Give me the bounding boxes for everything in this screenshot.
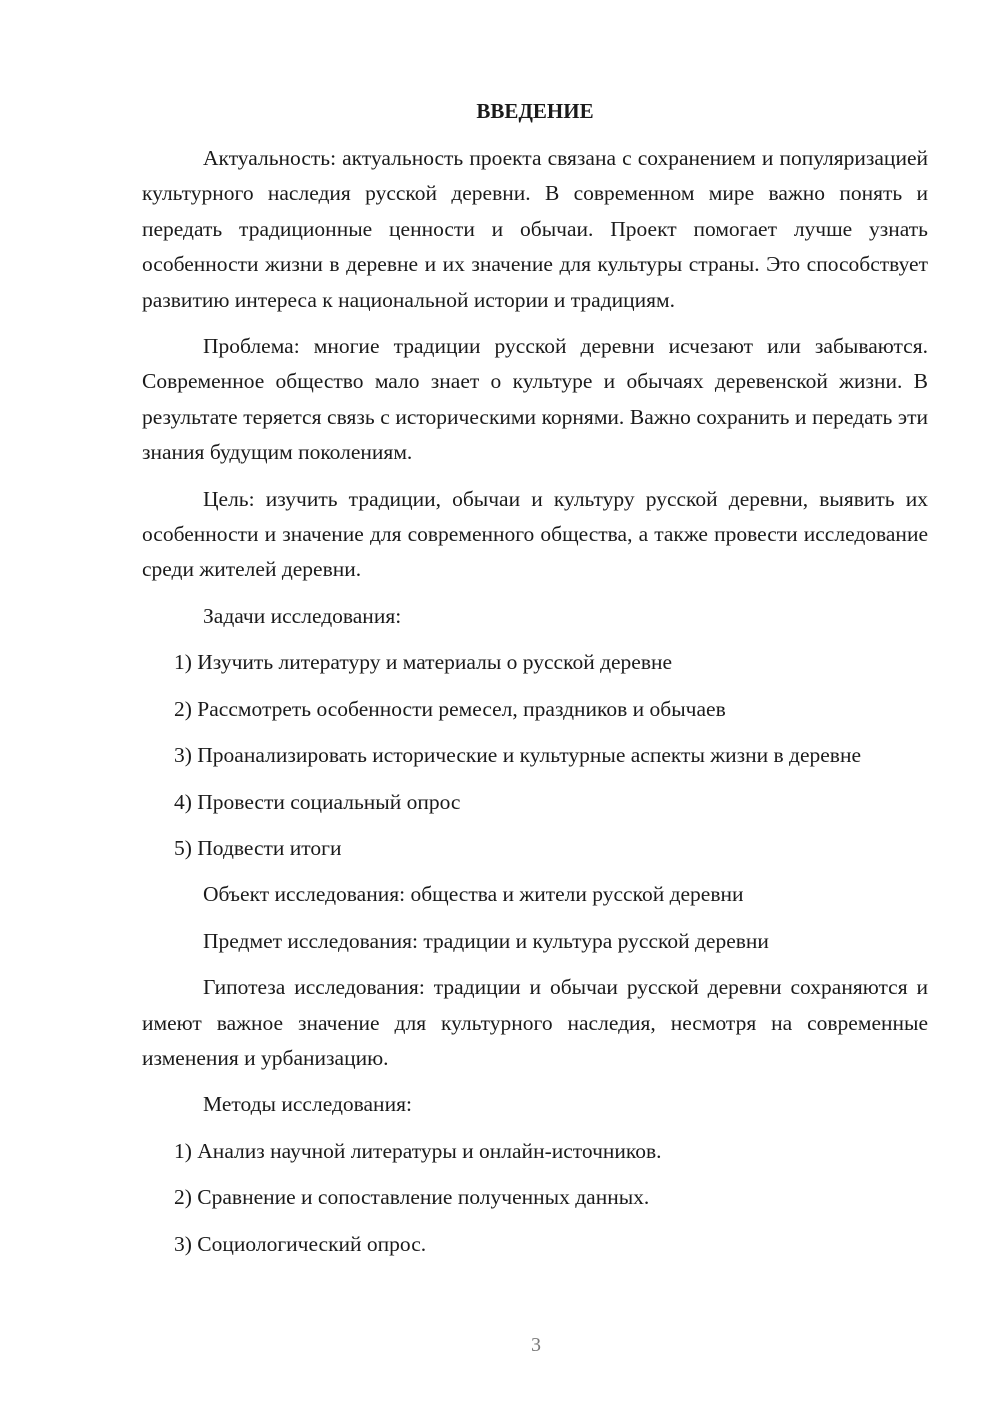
task-item: 5) Подвести итоги (174, 835, 342, 860)
method-item: 2) Сравнение и сопоставление полученных данных. (174, 1185, 650, 1210)
task-item: 3) Проанализировать исторические и культурные аспекты жизни в деревне (174, 743, 862, 768)
task-item: 2) Рассмотреть особенности ремесел, праздников и обычаев (174, 696, 726, 721)
problem-paragraph: Проблема: многие традиции русской деревни исчезают или забываются. Современное общество мало знает о культуре и обычаях деревенской жизни. В результате теряется связь с историческими корнями. Важно сохранить и передать эти знания будущим поколениям. (142, 334, 928, 465)
page-number: 3 (531, 1334, 541, 1356)
method-item: 1) Анализ научной литературы и онлайн-источников. (174, 1138, 662, 1163)
task-item: 4) Провести социальный опрос (174, 789, 461, 814)
document-body (142, 141, 928, 1273)
goal-paragraph: Цель: изучить традиции, обычаи и культуру русской деревни, выявить их особенности и значение для современного общества, а также провести исследование среди жителей деревни. (142, 486, 928, 582)
hypothesis-paragraph: Гипотеза исследования: традиции и обычаи русской деревни сохраняются и имеют важное значение для культурного наследия, несмотря на современные изменения и урбанизацию. (142, 975, 928, 1070)
methods-heading: Методы исследования: (203, 1092, 412, 1117)
research-object: Объект исследования: общества и жители русской деревни (203, 882, 744, 907)
research-subject: Предмет исследования: традиции и культура русской деревни (203, 928, 769, 953)
task-item: 1) Изучить литературу и материалы о русской деревне (174, 650, 673, 675)
tasks-heading: Задачи исследования: (203, 603, 402, 628)
page-title: ВВЕДЕНИЕ (476, 99, 594, 123)
relevance-paragraph: Актуальность: актуальность проекта связана с сохранением и популяризацией культурного наследия русской деревни. В современном мире важно понять и передать традиционные ценности и обычаи. Проект помогает лучше узнать особенности жизни в деревне и их значение для культуры страны. Это способствует развитию интереса к национальной истории и традициям. (142, 146, 928, 312)
method-item: 3) Социологический опрос. (174, 1231, 427, 1256)
